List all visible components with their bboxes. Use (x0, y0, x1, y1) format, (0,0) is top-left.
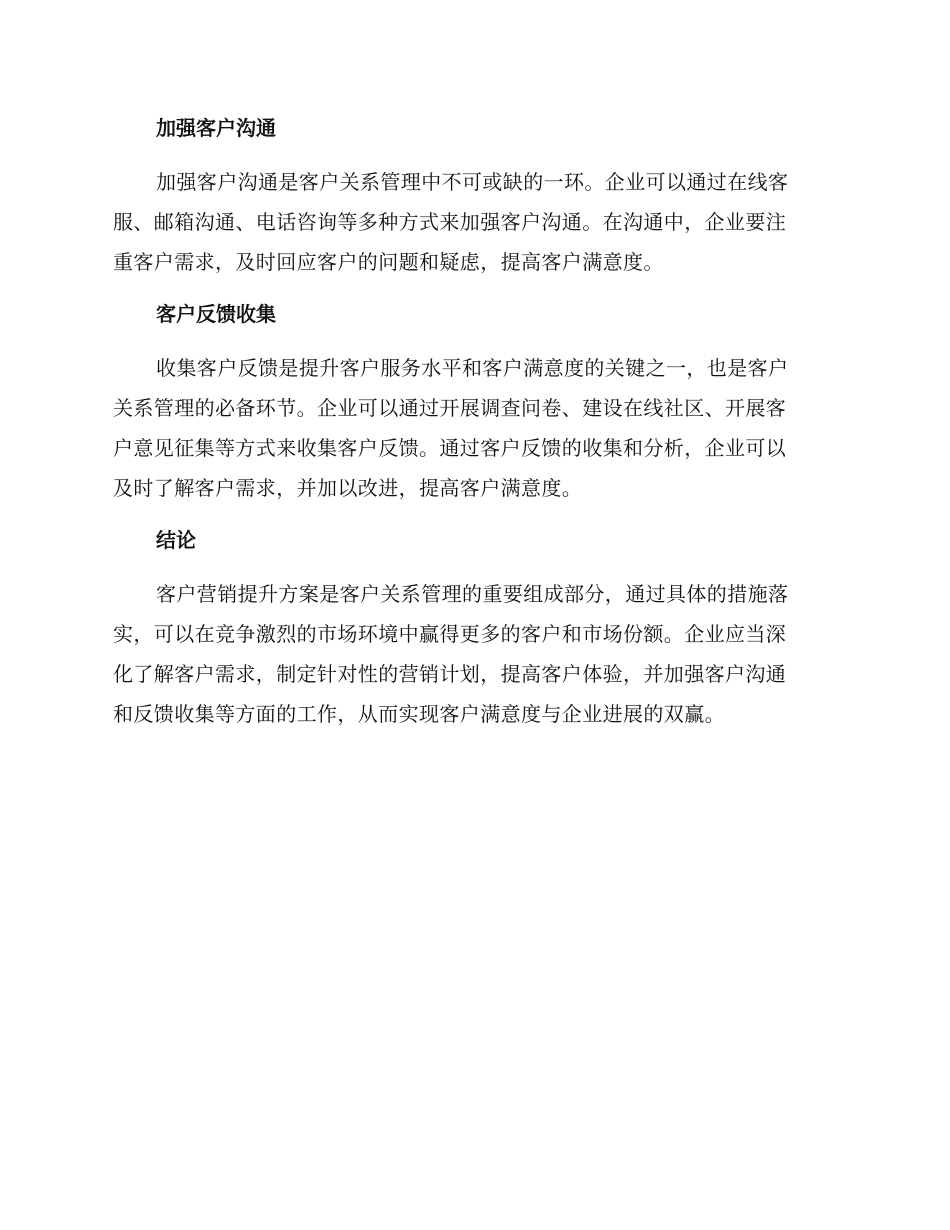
paragraph-line: 加强客户沟通是客户关系管理中不可或缺的一环。企业可以通过在线客 (156, 170, 789, 194)
paragraph-line: 客户营销提升方案是客户关系管理的重要组成部分，通过具体的措施落 (156, 582, 789, 606)
paragraph-conclusion (113, 574, 830, 734)
paragraph-line: 重客户需求，及时回应客户的问题和疑虑，提高客户满意度。 (113, 250, 664, 274)
paragraph-line: 服、邮箱沟通、电话咨询等多种方式来加强客户沟通。在沟通中，企业要注 (113, 210, 787, 234)
paragraph-line: 实，可以在竞争激烈的市场环境中赢得更多的客户和市场份额。企业应当深 (113, 622, 787, 646)
paragraph-line: 和反馈收集等方面的工作，从而实现客户满意度与企业进展的双赢。 (113, 702, 725, 726)
paragraph-line: 关系管理的必备环节。企业可以通过开展调查问卷、建设在线社区、开展客 (113, 396, 787, 420)
paragraph-line: 化了解客户需求，制定针对性的营销计划，提高客户体验，并加强客户沟通 (113, 662, 787, 686)
paragraph-line: 收集客户反馈是提升客户服务水平和客户满意度的关键之一，也是客户 (156, 356, 789, 380)
paragraph-line: 及时了解客户需求，并加以改进，提高客户满意度。 (113, 476, 583, 500)
section-heading-customer-communication: 加强客户沟通 (156, 116, 276, 140)
paragraph-line: 户意见征集等方式来收集客户反馈。通过客户反馈的收集和分析，企业可以 (113, 436, 787, 460)
section-heading-conclusion: 结论 (156, 528, 196, 552)
section-heading-feedback-collection: 客户反馈收集 (156, 302, 276, 326)
paragraph-feedback-collection (113, 348, 830, 508)
paragraph-customer-communication (113, 162, 830, 282)
